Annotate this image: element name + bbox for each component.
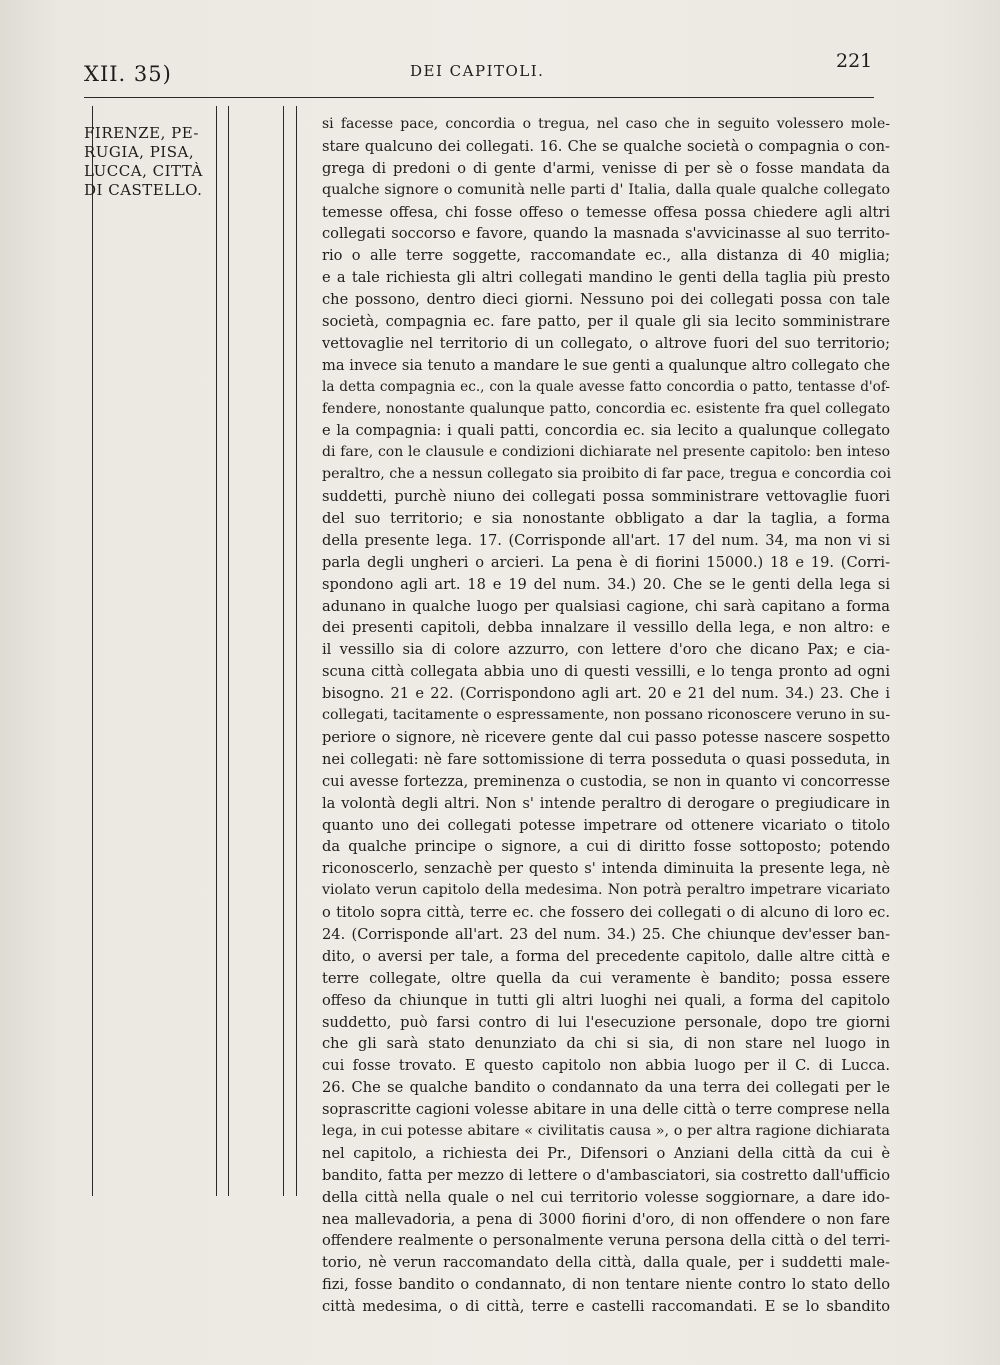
body-line: della città nella quale o nel cui territorio volesse soggiornare, a dare ido- xyxy=(322,1188,890,1206)
body-line: violato verun capitolo della medesima. Non potrà peraltro impetrare vicariato xyxy=(322,882,890,899)
body-line: 26. Che se qualche bandito o condannato da una terra dei collegati per le xyxy=(322,1079,890,1097)
body-line: della presente lega. 17. (Corrisponde all'art. 17 del num. 34, ma non vi si xyxy=(322,531,890,549)
body-line: stare qualcuno dei collegati. 16. Che se qualche società o compagnia o con- xyxy=(322,137,890,155)
body-line: dei presenti capitoli, debba innalzare il vessillo della lega, e non altro: e xyxy=(322,619,890,637)
body-line: scuna città collegata abbia uno di questi vessilli, e lo tenga pronto ad ogni xyxy=(322,663,890,681)
body-line: nea mallevadoria, a pena di 3000 fiorini d'oro, di non offendere o non fare xyxy=(322,1210,890,1228)
body-line: da qualche principe o signore, a cui di diritto fosse sottoposto; potendo xyxy=(322,838,890,856)
body-line: quanto uno dei collegati potesse impetrare od ottenere vicariato o titolo xyxy=(322,816,890,834)
body-line: la volontà degli altri. Non s' intende peraltro di derogare o pregiudicare in xyxy=(322,794,890,812)
body-line: la detta compagnia ec., con la quale avesse fatto concordia o patto, tentasse d'of- xyxy=(322,378,890,395)
body-line: o titolo sopra città, terre ec. che fossero dei collegati o di alcuno di loro ec. xyxy=(322,904,890,922)
body-line: parla degli ungheri o arcieri. La pena è di fiorini 15000.) 18 e 19. (Corri- xyxy=(322,553,890,571)
body-line: società, compagnia ec. fare patto, per il quale gli sia lecito somministrare xyxy=(322,313,890,331)
body-line: di fare, con le clausule e condizioni dichiarate nel presente capitolo: ben inteso xyxy=(322,444,890,461)
running-title: DEI CAPITOLI. xyxy=(410,62,545,80)
body-line: riconoscerlo, senzachè per questo s' intenda diminuita la presente lega, nè xyxy=(322,860,890,878)
body-line: offeso da chiunque in tutti gli altri luoghi nei quali, a forma del capitolo xyxy=(322,991,890,1009)
body-line: si facesse pace, concordia o tregua, nel caso che in seguito volessero mole- xyxy=(322,116,890,132)
body-line: rio o alle terre soggette, raccomandate ec., alla distanza di 40 miglia; xyxy=(322,247,890,265)
body-line: nel capitolo, a richiesta dei Pr., Difensori o Anziani della città da cui è xyxy=(322,1144,890,1162)
body-line: terre collegate, oltre quella da cui veramente è bandito; possa essere xyxy=(322,969,890,987)
body-line: dito, o aversi per tale, a forma del precedente capitolo, dalle altre città e xyxy=(322,947,890,965)
body-line: città medesima, o di città, terre e castelli raccomandati. E se lo sbandito xyxy=(322,1298,890,1316)
margin-note-line: DI CASTELLO. xyxy=(84,181,203,199)
body-line: grega di predoni o di gente d'armi, venisse di per sè o fosse mandata da xyxy=(322,159,890,177)
margin-note-line: RUGIA, PISA, xyxy=(84,143,195,161)
body-line: il vessillo sia di colore azzurro, con lettere d'oro che dicano Pax; e cia- xyxy=(322,641,890,659)
body-line: cui avesse fortezza, preminenza o custodia, se non in quanto vi concorresse xyxy=(322,772,890,790)
body-line: offendere realmente o personalmente veruna persona della città o del terri- xyxy=(322,1232,890,1250)
column-rule xyxy=(92,106,93,1196)
body-line: suddetti, purchè niuno dei collegati possa somministrare vettovaglie fuori xyxy=(322,488,890,506)
body-line: ma invece sia tenuto a mandare le sue genti a qualunque altro collegato che xyxy=(322,356,890,374)
column-rule xyxy=(216,106,217,1196)
body-line: collegati soccorso e favore, quando la masnada s'avvicinasse al suo territo- xyxy=(322,225,890,243)
body-line: che possono, dentro dieci giorni. Nessuno poi dei collegati possa con tale xyxy=(322,291,890,309)
body-line: vettovaglie nel territorio di un collegato, o altrove fuori del suo territorio; xyxy=(322,334,890,352)
body-line: collegati, tacitamente o espressamente, non possano riconoscere veruno in su- xyxy=(322,707,891,724)
margin-note-line: LUCCA, CITTÀ xyxy=(84,162,203,180)
body-line: qualche signore o comunità nelle parti d' Italia, dalla quale qualche collegato xyxy=(322,181,890,198)
body-line: cui fosse trovato. E questo capitolo non abbia luogo per il C. di Lucca. xyxy=(322,1057,890,1075)
body-line: 24. (Corrisponde all'art. 23 del num. 34.) 25. Che chiunque dev'esser ban- xyxy=(322,925,890,943)
body-line: torio, nè verun raccomandato della città, dalla quale, per i suddetti male- xyxy=(322,1254,890,1272)
body-line: fendere, nonostante qualunque patto, concordia ec. esistente fra quel collegato xyxy=(322,400,890,417)
body-line: periore o signore, nè ricevere gente dal cui passo potesse nascere sospetto xyxy=(322,728,890,746)
body-line: adunano in qualche luogo per qualsiasi cagione, chi sarà capitano a forma xyxy=(322,597,890,615)
body-line: soprascritte cagioni volesse abitare in una delle città o terre comprese nella xyxy=(322,1101,890,1119)
body-text xyxy=(322,114,890,1318)
header-rule xyxy=(84,97,874,98)
body-line: spondono agli art. 18 e 19 del num. 34.) 20. Che se le genti della lega si xyxy=(322,575,890,593)
body-line: bisogno. 21 e 22. (Corrispondono agli art. 20 e 21 del num. 34.) 23. Che i xyxy=(322,685,890,703)
body-line: del suo territorio; e sia nonostante obbligato a dar la taglia, a forma xyxy=(322,510,890,528)
body-line: e a tale richiesta gli altri collegati mandino le genti della taglia più presto xyxy=(322,269,890,287)
body-line: peraltro, che a nessun collegato sia proibito di far pace, tregua e concordia coi xyxy=(322,466,892,483)
margin-note xyxy=(84,124,224,200)
section-reference: XII. 35) xyxy=(84,62,172,86)
page-number: 221 xyxy=(836,50,873,72)
body-line: nei collegati: nè fare sottomissione di terra posseduta o quasi posseduta, in xyxy=(322,750,890,768)
margin-note-line: FIRENZE, PE- xyxy=(84,124,199,142)
column-rule xyxy=(296,106,297,1196)
column-rule xyxy=(228,106,229,1196)
body-line: che gli sarà stato denunziato da chi si sia, di non stare nel luogo in xyxy=(322,1035,890,1053)
body-line: suddetto, può farsi contro di lui l'esecuzione personale, dopo tre giorni xyxy=(322,1013,890,1031)
body-line: temesse offesa, chi fosse offeso o temesse offesa possa chiedere agli altri xyxy=(322,203,890,221)
body-line: fizi, fosse bandito o condannato, di non tentare niente contro lo stato dello xyxy=(322,1276,890,1294)
body-line: lega, in cui potesse abitare « civilitatis causa », o per altra ragione dichiarata xyxy=(322,1122,890,1139)
body-line: e la compagnia: i quali patti, concordia ec. sia lecito a qualunque collegato xyxy=(322,422,890,440)
body-line: bandito, fatta per mezzo di lettere o d'ambasciatori, sia costretto dall'ufficio xyxy=(322,1166,890,1184)
column-rule xyxy=(283,106,284,1196)
